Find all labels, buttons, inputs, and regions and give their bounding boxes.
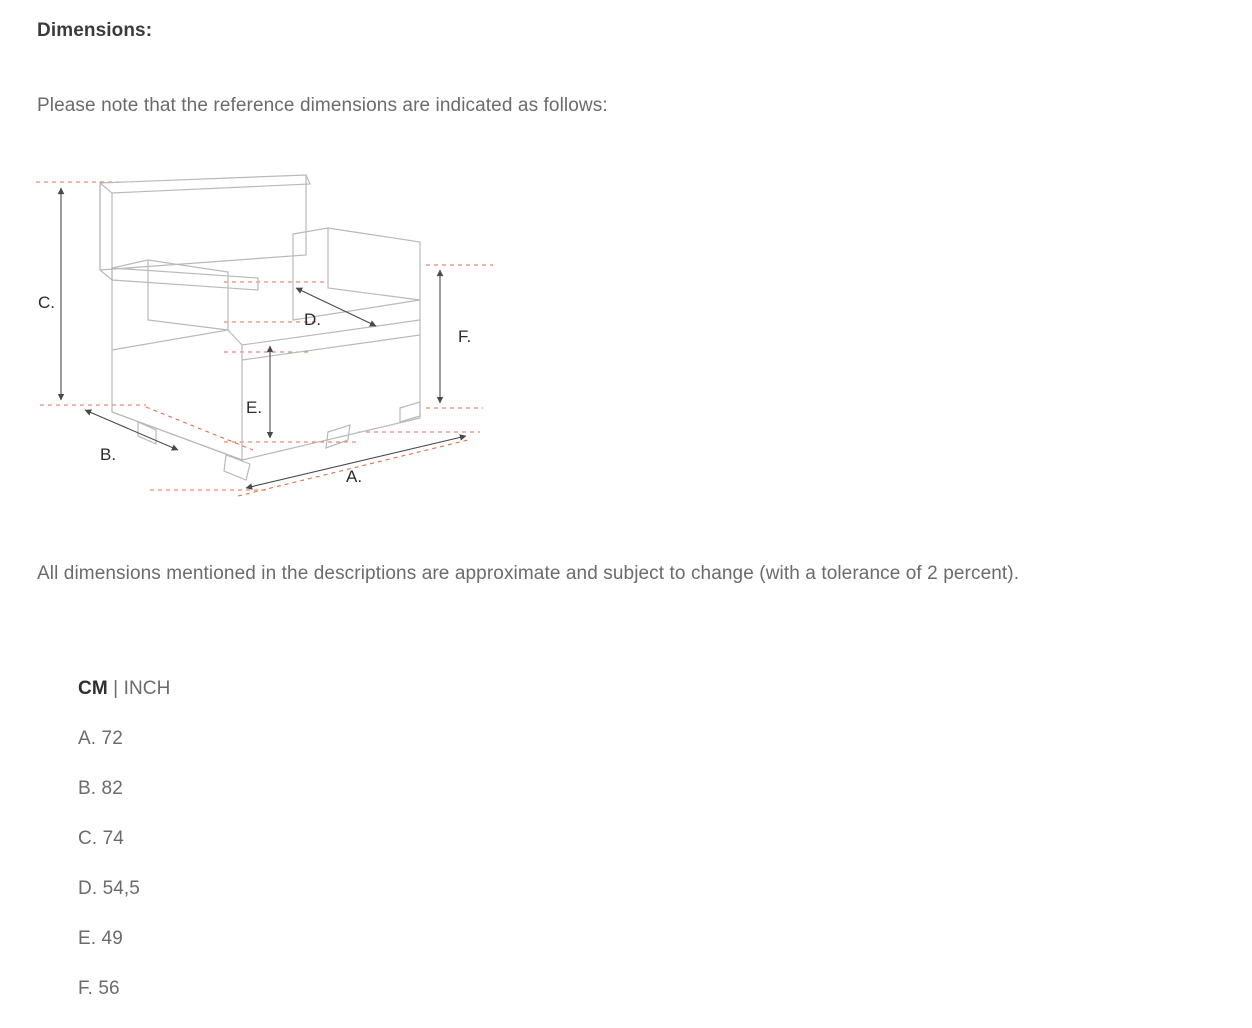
diagram-label-e: E. [246,398,263,417]
list-item: E. 49 [78,928,123,949]
diagram-label-b: B. [100,445,117,464]
units-header [78,664,170,714]
unit-separator: | [113,678,119,699]
list-item: D. 54,5 [78,878,140,899]
diagram-label-c: C. [38,293,55,312]
armchair-dimension-diagram [28,160,528,510]
list-item: A. 72 [78,728,123,749]
unit-secondary: INCH [123,678,171,699]
tolerance-note: All dimensions mentioned in the descriptions are approximate and subject to change (with a tolerance of 2 percent). [37,563,1020,584]
dimension-arrows [61,188,466,488]
measurement-list [78,664,170,1014]
unit-primary: CM [78,678,108,699]
list-item: F. 56 [78,978,120,999]
list-item: C. 74 [78,828,124,849]
diagram-label-f: F. [458,327,472,346]
intro-text: Please note that the reference dimensions are indicated as follows: [37,95,608,116]
chair-outline [100,175,420,480]
diagram-label-a: A. [346,467,363,486]
list-item: B. 82 [78,778,123,799]
diagram-label-d: D. [304,310,321,329]
page-title: Dimensions: [37,20,153,41]
